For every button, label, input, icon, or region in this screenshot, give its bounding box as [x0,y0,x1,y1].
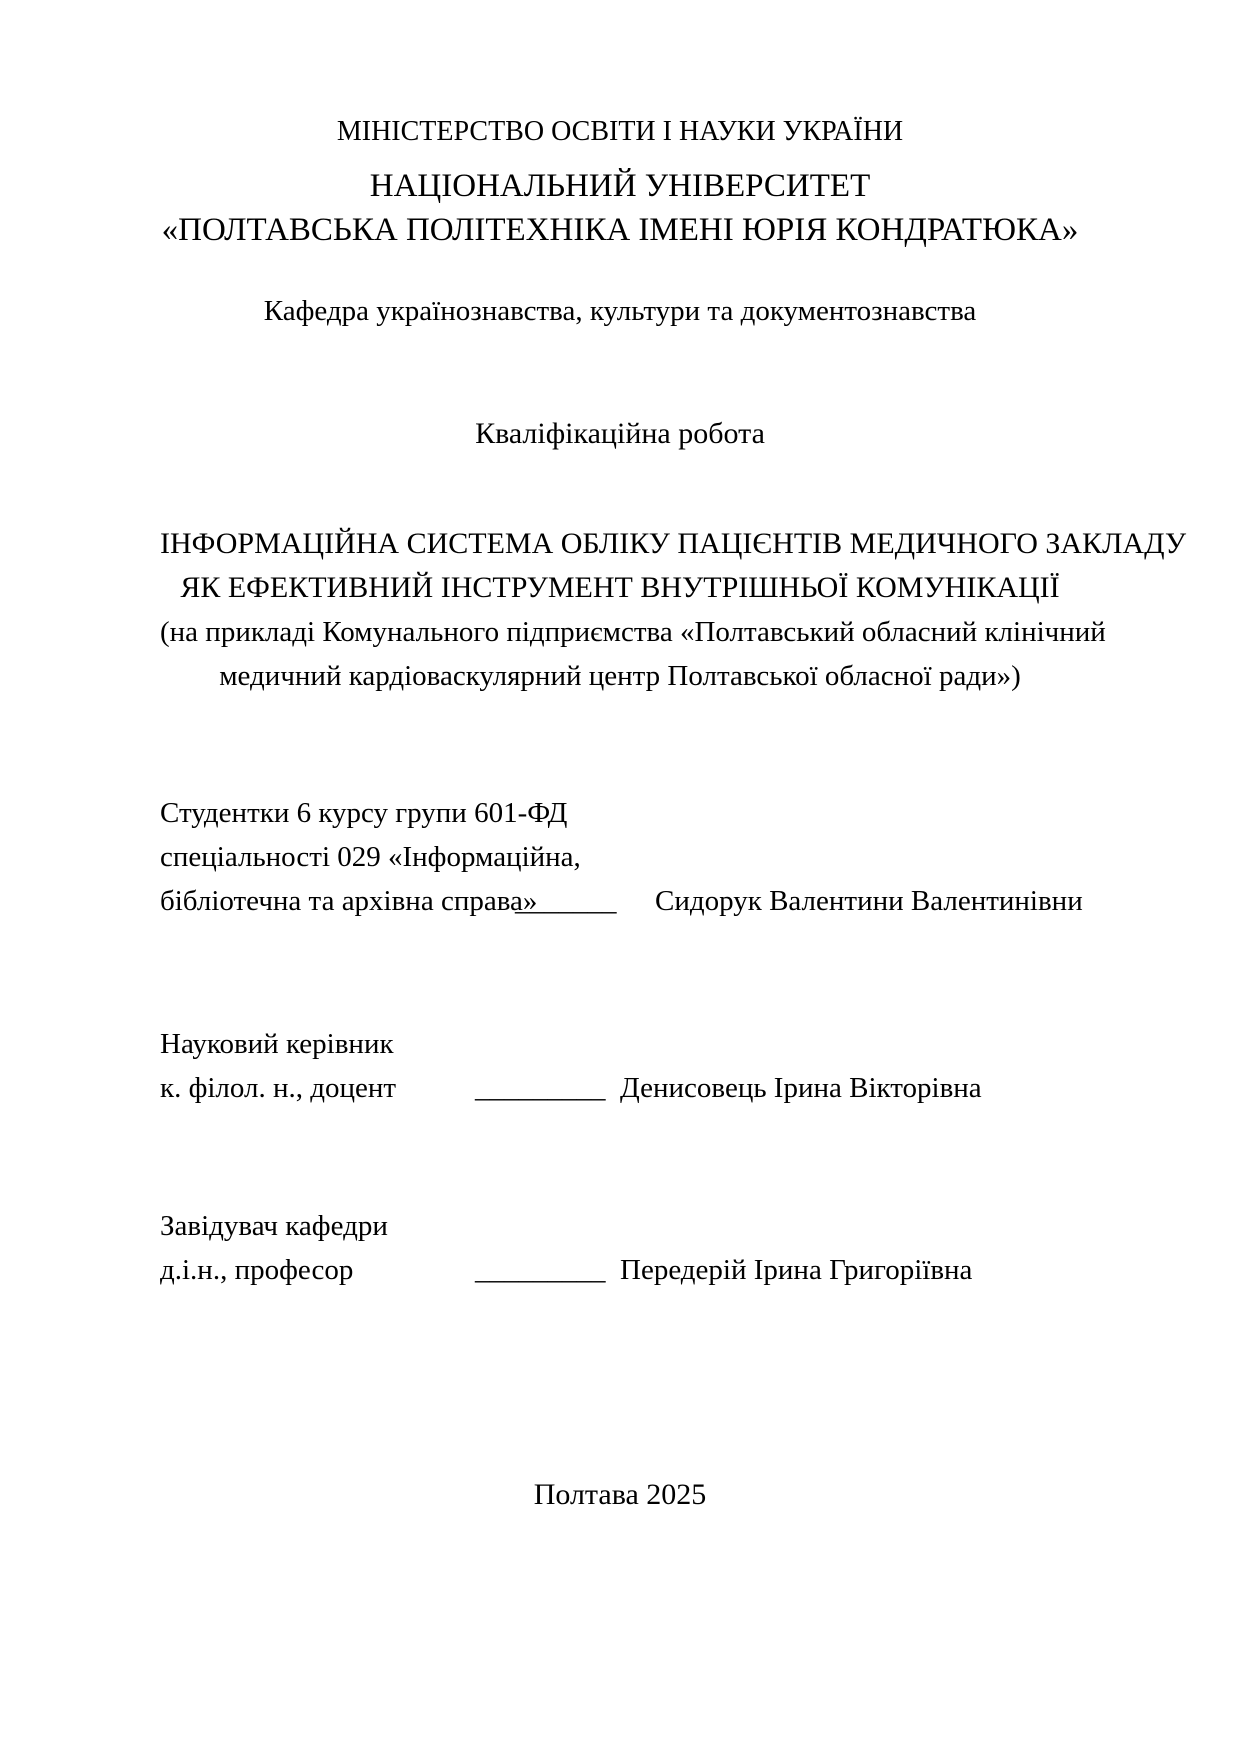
supervisor-name: Денисовець Ірина Вікторівна [620,1072,982,1104]
thesis-title [160,522,1187,698]
student-signature-row [160,879,1120,923]
department-line: Кафедра українознавства, культури та документознавства [263,295,977,327]
department-head-signature-row [160,1248,1120,1292]
ministry-line: МІНІСТЕРСТВО ОСВІТИ І НАУКИ УКРАЇНИ [336,116,904,147]
student-info-line2: спеціальності 029 «Інформаційна, [160,841,581,873]
supervisor-signature-row [160,1066,1120,1110]
student-info-block [160,791,1120,923]
thesis-subtitle-line1: (на прикладі Комунального підприємства «Полтавський обласний клінічний [160,616,1106,648]
department-head-signature-blank: _________ [475,1254,606,1286]
student-info-line1: Студентки 6 курсу групи 601-ФД [160,797,568,829]
thesis-title-line2: ЯК ЕФЕКТИВНИЙ ІНСТРУМЕНТ ВНУТРІШНЬОЇ КОМУНІКАЦІЇ [180,571,1060,604]
supervisor-role: Науковий керівник [160,1028,394,1060]
university-name-line1: НАЦІОНАЛЬНИЙ УНІВЕРСИТЕТ [369,168,871,204]
university-name-line2: «ПОЛТАВСЬКА ПОЛІТЕХНІКА ІМЕНІ ЮРІЯ КОНДРАТЮКА» [161,212,1079,248]
department-head-block [160,1204,1120,1292]
university-name [160,164,1080,252]
department-head-degree: д.і.н., професор [160,1254,354,1286]
student-info-line3-label: бібліотечна та архівна справа» [160,885,538,917]
thesis-title-line1: ІНФОРМАЦІЙНА СИСТЕМА ОБЛІКУ ПАЦІЄНТІВ МЕДИЧНОГО ЗАКЛАДУ [160,527,1187,560]
thesis-subtitle-line2: медичний кардіоваскулярний центр Полтавської обласної ради») [219,660,1021,692]
department-head-name: Передерій Ірина Григоріївна [620,1254,973,1286]
supervisor-signature-blank: _________ [475,1072,606,1104]
student-signature-blank: _______ [515,885,617,917]
supervisor-block [160,1022,1120,1110]
supervisor-degree: к. філол. н., доцент [160,1072,397,1104]
department-head-role: Завідувач кафедри [160,1210,388,1242]
student-name: Сидорук Валентини Валентинівни [655,885,1083,917]
work-type-label: Кваліфікаційна робота [475,417,765,450]
city-year-line: Полтава 2025 [533,1478,707,1511]
